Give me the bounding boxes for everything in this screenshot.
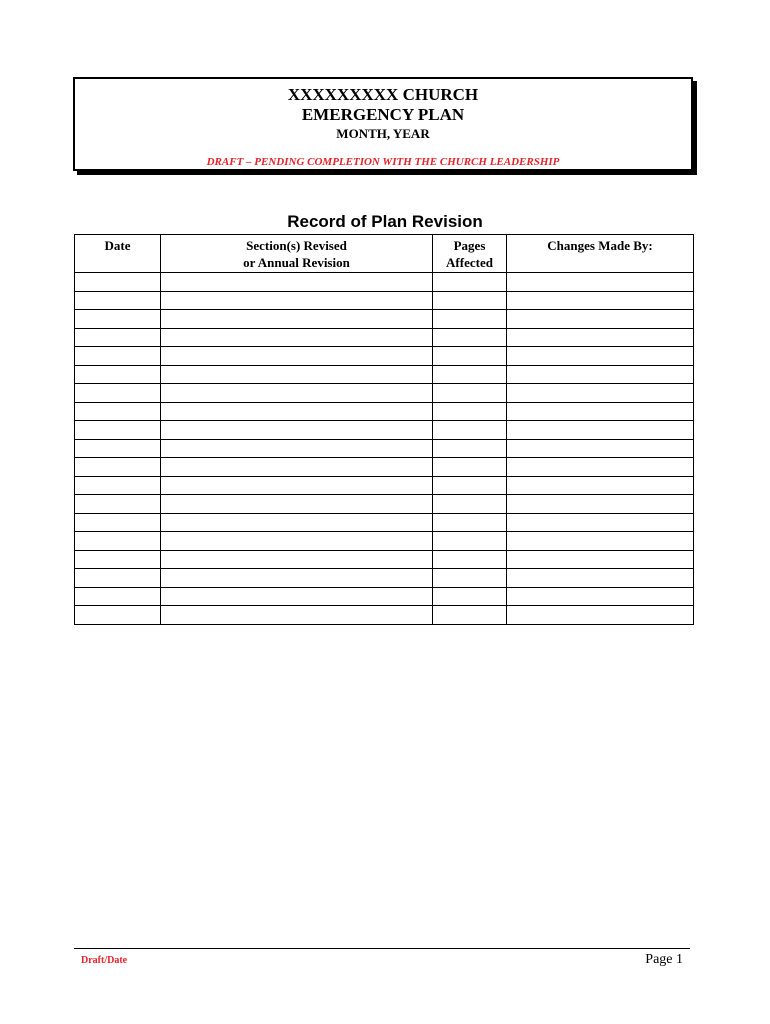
- table-row: [75, 328, 694, 347]
- column-header-changes: [507, 235, 694, 273]
- section-cell[interactable]: [161, 402, 433, 421]
- revision-table-body: [75, 273, 694, 625]
- date-cell[interactable]: [75, 421, 161, 440]
- pages-cell[interactable]: [433, 310, 507, 329]
- date-cell[interactable]: [75, 550, 161, 569]
- column-header-line: Section(s) Revised: [246, 238, 347, 253]
- table-row: [75, 532, 694, 551]
- column-header-pages: [433, 235, 507, 273]
- changes-cell[interactable]: [507, 402, 694, 421]
- section-cell[interactable]: [161, 495, 433, 514]
- pages-cell[interactable]: [433, 532, 507, 551]
- date-cell[interactable]: [75, 365, 161, 384]
- section-cell[interactable]: [161, 476, 433, 495]
- table-row: [75, 513, 694, 532]
- changes-cell[interactable]: [507, 328, 694, 347]
- date-cell[interactable]: [75, 532, 161, 551]
- changes-cell[interactable]: [507, 273, 694, 292]
- date-cell[interactable]: [75, 291, 161, 310]
- date-cell[interactable]: [75, 328, 161, 347]
- column-header-section: [161, 235, 433, 273]
- table-row: [75, 365, 694, 384]
- changes-cell[interactable]: [507, 347, 694, 366]
- changes-cell[interactable]: [507, 310, 694, 329]
- table-row: [75, 384, 694, 403]
- pages-cell[interactable]: [433, 569, 507, 588]
- table-row: [75, 291, 694, 310]
- column-header-date: [75, 235, 161, 273]
- section-cell[interactable]: [161, 458, 433, 477]
- document-header-box: [73, 77, 693, 171]
- column-header-line: Affected: [446, 255, 493, 270]
- date-cell[interactable]: [75, 587, 161, 606]
- changes-cell[interactable]: [507, 532, 694, 551]
- changes-cell[interactable]: [507, 513, 694, 532]
- table-row: [75, 569, 694, 588]
- changes-cell[interactable]: [507, 291, 694, 310]
- table-row: [75, 347, 694, 366]
- section-cell[interactable]: [161, 347, 433, 366]
- pages-cell[interactable]: [433, 384, 507, 403]
- revision-table: [74, 234, 694, 625]
- date-cell[interactable]: [75, 402, 161, 421]
- date-cell[interactable]: [75, 458, 161, 477]
- footer-divider: [74, 948, 690, 949]
- changes-cell[interactable]: [507, 384, 694, 403]
- table-row: [75, 476, 694, 495]
- pages-cell[interactable]: [433, 347, 507, 366]
- column-header-line: Changes Made By:: [547, 238, 653, 253]
- page-number: Page 1: [645, 952, 683, 967]
- changes-cell[interactable]: [507, 439, 694, 458]
- table-row: [75, 495, 694, 514]
- table-row: [75, 550, 694, 569]
- date-cell[interactable]: [75, 513, 161, 532]
- draft-note: DRAFT – PENDING COMPLETION WITH THE CHURCH LEADERSHIP: [206, 156, 560, 168]
- date-cell[interactable]: [75, 439, 161, 458]
- table-row: [75, 310, 694, 329]
- changes-cell[interactable]: [507, 458, 694, 477]
- section-cell[interactable]: [161, 439, 433, 458]
- pages-cell[interactable]: [433, 550, 507, 569]
- column-header-line: Date: [104, 238, 131, 253]
- pages-cell[interactable]: [433, 365, 507, 384]
- section-cell[interactable]: [161, 421, 433, 440]
- footer-draft-date: Draft/Date: [81, 955, 128, 966]
- table-row: [75, 439, 694, 458]
- table-row: [75, 402, 694, 421]
- date-cell[interactable]: [75, 310, 161, 329]
- changes-cell[interactable]: [507, 606, 694, 625]
- section-cell[interactable]: [161, 291, 433, 310]
- pages-cell[interactable]: [433, 458, 507, 477]
- date-cell[interactable]: [75, 347, 161, 366]
- section-title: Record of Plan Revision: [287, 212, 483, 231]
- pages-cell[interactable]: [433, 606, 507, 625]
- section-cell[interactable]: [161, 365, 433, 384]
- section-cell[interactable]: [161, 273, 433, 292]
- pages-cell[interactable]: [433, 421, 507, 440]
- changes-cell[interactable]: [507, 495, 694, 514]
- section-cell[interactable]: [161, 328, 433, 347]
- changes-cell[interactable]: [507, 365, 694, 384]
- pages-cell[interactable]: [433, 402, 507, 421]
- pages-cell[interactable]: [433, 587, 507, 606]
- table-row: [75, 587, 694, 606]
- section-cell[interactable]: [161, 532, 433, 551]
- month-year: MONTH, YEAR: [336, 126, 430, 141]
- column-header-line: or Annual Revision: [243, 255, 350, 270]
- pages-cell[interactable]: [433, 273, 507, 292]
- table-header-row: [75, 235, 694, 273]
- date-cell[interactable]: [75, 384, 161, 403]
- changes-cell[interactable]: [507, 569, 694, 588]
- date-cell[interactable]: [75, 273, 161, 292]
- section-cell[interactable]: [161, 550, 433, 569]
- date-cell[interactable]: [75, 606, 161, 625]
- date-cell[interactable]: [75, 495, 161, 514]
- changes-cell[interactable]: [507, 421, 694, 440]
- table-row: [75, 606, 694, 625]
- date-cell[interactable]: [75, 569, 161, 588]
- changes-cell[interactable]: [507, 476, 694, 495]
- section-cell[interactable]: [161, 384, 433, 403]
- table-row: [75, 273, 694, 292]
- section-cell[interactable]: [161, 569, 433, 588]
- changes-cell[interactable]: [507, 550, 694, 569]
- pages-cell[interactable]: [433, 495, 507, 514]
- table-row: [75, 458, 694, 477]
- pages-cell[interactable]: [433, 476, 507, 495]
- plan-title: EMERGENCY PLAN: [301, 105, 465, 124]
- date-cell[interactable]: [75, 476, 161, 495]
- column-header-line: Pages: [453, 238, 486, 253]
- section-cell[interactable]: [161, 606, 433, 625]
- church-name: XXXXXXXXX CHURCH: [287, 85, 479, 104]
- pages-cell[interactable]: [433, 439, 507, 458]
- pages-cell[interactable]: [433, 328, 507, 347]
- section-cell[interactable]: [161, 587, 433, 606]
- section-cell[interactable]: [161, 513, 433, 532]
- pages-cell[interactable]: [433, 513, 507, 532]
- table-row: [75, 421, 694, 440]
- section-cell[interactable]: [161, 310, 433, 329]
- changes-cell[interactable]: [507, 587, 694, 606]
- pages-cell[interactable]: [433, 291, 507, 310]
